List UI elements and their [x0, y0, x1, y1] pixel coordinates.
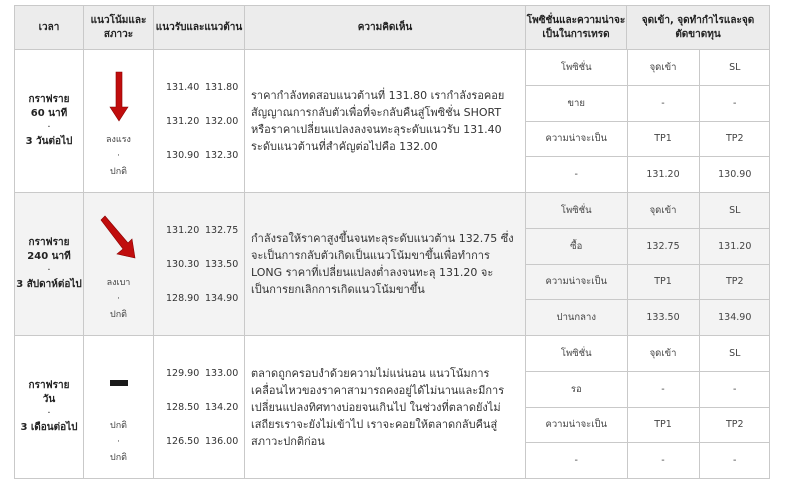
- position-value: ซื้อ: [526, 228, 627, 264]
- position-value: -: [627, 443, 699, 478]
- position-row: [526, 228, 770, 264]
- position-value: ความน่าจะเป็น: [526, 264, 627, 300]
- resistance-level: 133.00: [205, 367, 239, 379]
- position-value: จุดเข้า: [627, 50, 699, 85]
- position-value: -: [699, 85, 770, 121]
- position-value: 130.90: [718, 169, 752, 181]
- level-pair: [166, 70, 244, 104]
- position-row: [526, 157, 770, 192]
- header-levels: แนวรับและแนวต้าน: [154, 6, 245, 50]
- position-value: SL: [699, 50, 770, 85]
- header-entry: จุดเข้า, จุดทำกำไรและจุดตัดขาดทุน: [627, 6, 770, 50]
- position-row: [526, 50, 770, 85]
- position-grid: [526, 336, 770, 478]
- timeframe-label-b: 60 นาที: [30, 108, 68, 119]
- position-cell: [526, 336, 770, 479]
- position-row: [526, 336, 770, 371]
- trend-arrow-holder: [84, 348, 153, 418]
- timeframe-horizon: 3 เดือนต่อไป: [20, 422, 78, 433]
- position-value: จุดเข้า: [627, 336, 699, 371]
- timeframe-label-a: กราฟราย: [28, 380, 70, 391]
- comment-cell: กำลังรอให้ราคาสูงขึ้นจนทะลุระดับแนวต้าน 132.75 ซึ่งจะเป็นการกลับตัวเกิดเป็นแนวโน้มขาขึ้นเพื่อทำการ LONG ราคาที่เปลี่ยนแปลงต่ำลงจนทะลุ 131.20 จะเป็นการยกเลิกการเกิดแนวโน้มขาขึ้น: [245, 193, 526, 336]
- position-value: -: [526, 157, 627, 192]
- level-pair: [166, 213, 244, 247]
- trend-arrow-holder: [84, 205, 153, 275]
- level-pair: [166, 247, 244, 281]
- position-grid: [526, 50, 770, 192]
- position-row: [526, 300, 770, 335]
- signal-table-wrapper: [14, 5, 769, 479]
- down-arrow-icon: [97, 71, 141, 123]
- header-position: โพซิชั่นและความน่าจะเป็นในการเทรด: [526, 6, 627, 50]
- trend-strength: ปกติ: [109, 421, 127, 431]
- position-value: โพซิชั่น: [526, 50, 627, 85]
- position-row: [526, 371, 770, 407]
- position-value: 131.20: [699, 228, 770, 264]
- resistance-level: 134.20: [205, 401, 239, 413]
- timeframe-cell: [15, 336, 84, 479]
- position-value: TP1: [627, 264, 699, 300]
- position-row: [526, 443, 770, 478]
- timeframe-dot: ·: [47, 408, 51, 419]
- position-grid: [526, 193, 770, 335]
- position-value: 131.20: [627, 157, 699, 192]
- support-level: 128.50: [166, 401, 200, 413]
- resistance-level: 136.00: [205, 435, 239, 447]
- trend-cell: [84, 193, 154, 336]
- position-cell: [526, 50, 770, 193]
- support-level: 126.50: [166, 435, 200, 447]
- level-pair: [166, 356, 244, 390]
- table-row: [15, 193, 770, 336]
- trend-strength: ลงแรง: [106, 135, 131, 145]
- position-value: TP1: [627, 407, 699, 443]
- support-level: 131.40: [166, 81, 200, 93]
- header-comment: ความคิดเห็น: [245, 6, 526, 50]
- timeframe-label-b: วัน: [42, 394, 56, 405]
- position-value: 133.50: [627, 300, 699, 335]
- position-value: TP1: [627, 121, 699, 157]
- position-value: -: [733, 455, 737, 467]
- resistance-level: 134.90: [205, 292, 239, 304]
- header-time: เวลา: [15, 6, 84, 50]
- support-level: 130.90: [166, 149, 200, 161]
- level-pair: [166, 138, 244, 172]
- header-trend: แนวโน้มและสภาวะ: [84, 6, 154, 50]
- position-value: 132.75: [627, 228, 699, 264]
- support-level: 131.20: [166, 115, 200, 127]
- trend-dot: ·: [117, 437, 120, 447]
- comment-cell: ตลาดถูกครอบงำด้วยความไม่แน่นอน แนวโน้มการเคลื่อนไหวของราคาสามารถคงอยู่ได้ไม่นานและมีการเปลี่ยนแปลงทิศทางบ่อยจนเกินไป ในช่วงที่ตลาดยังไม่เสถียรเราจะยังไม่เข้าไป เราจะคอยให้ตลาดกลับคืนสู่สภาวะปกติก่อน: [245, 336, 526, 479]
- position-value: ความน่าจะเป็น: [526, 407, 627, 443]
- trend-condition: ปกติ: [109, 167, 127, 177]
- support-level: 128.90: [166, 292, 200, 304]
- position-row: [526, 85, 770, 121]
- timeframe-dot: ·: [47, 122, 51, 133]
- position-value: จุดเข้า: [627, 193, 699, 228]
- trend-dot: ·: [117, 151, 120, 161]
- timeframe-label-a: กราฟราย: [28, 94, 70, 105]
- trend-condition: ปกติ: [109, 310, 127, 320]
- trend-dot: ·: [117, 294, 120, 304]
- signal-table: [14, 5, 770, 479]
- position-value: -: [699, 371, 770, 407]
- support-level: 130.30: [166, 258, 200, 270]
- position-value: TP2: [699, 264, 770, 300]
- table-row: [15, 336, 770, 479]
- level-pair: [166, 390, 244, 424]
- timeframe-cell: [15, 50, 84, 193]
- support-level: 129.90: [166, 367, 200, 379]
- position-value: -: [526, 443, 627, 478]
- position-value: ปานกลาง: [526, 300, 627, 335]
- position-value: ความน่าจะเป็น: [526, 121, 627, 157]
- resistance-level: 131.80: [205, 81, 239, 93]
- position-value: โพซิชั่น: [526, 193, 627, 228]
- position-row: [526, 407, 770, 443]
- trend-cell: [84, 336, 154, 479]
- resistance-level: 132.75: [205, 224, 239, 236]
- levels-cell: [154, 193, 245, 336]
- position-row: [526, 121, 770, 157]
- position-row: [526, 264, 770, 300]
- timeframe-label-b: 240 นาที: [27, 251, 71, 262]
- flat-dash-icon: [110, 380, 128, 386]
- timeframe-label-a: กราฟราย: [28, 237, 70, 248]
- position-value: โพซิชั่น: [526, 336, 627, 371]
- position-row: [526, 193, 770, 228]
- position-value: TP2: [699, 121, 770, 157]
- timeframe-horizon: 3 วันต่อไป: [25, 136, 73, 147]
- level-pair: [166, 281, 244, 315]
- resistance-level: 133.50: [205, 258, 239, 270]
- comment-cell: ราคากำลังทดสอบแนวต้านที่ 131.80 เรากำลังรอคอยสัญญาณการกลับตัวเพื่อที่จะกลับคืนสู่โพซิชั่น SHORT หรือราคาเปลี่ยนแปลงลงจนทะลุระดับแนวรับ 131.40 ระดับแนวต้านที่สำคัญต่อไปคือ 132.00: [245, 50, 526, 193]
- support-level: 131.20: [166, 224, 200, 236]
- trend-cell: [84, 50, 154, 193]
- position-value: 134.90: [718, 312, 752, 324]
- position-value: TP2: [699, 407, 770, 443]
- down-right-arrow-icon: [97, 214, 141, 266]
- position-value: -: [627, 371, 699, 407]
- timeframe-cell: [15, 193, 84, 336]
- position-value: SL: [699, 193, 770, 228]
- timeframe-dot: ·: [47, 265, 51, 276]
- timeframe-horizon: 3 สัปดาห์ต่อไป: [16, 279, 82, 290]
- level-pair: [166, 104, 244, 138]
- position-value: SL: [699, 336, 770, 371]
- position-cell: [526, 193, 770, 336]
- resistance-level: 132.30: [205, 149, 239, 161]
- resistance-level: 132.00: [205, 115, 239, 127]
- trend-arrow-holder: [84, 62, 153, 132]
- position-value: -: [627, 85, 699, 121]
- level-pair: [166, 424, 244, 458]
- position-value: ขาย: [526, 85, 627, 121]
- levels-cell: [154, 50, 245, 193]
- trend-condition: ปกติ: [109, 453, 127, 463]
- levels-cell: [154, 336, 245, 479]
- header-row: [15, 6, 770, 50]
- trend-strength: ลงเบา: [106, 278, 131, 288]
- position-value: รอ: [526, 371, 627, 407]
- table-row: [15, 50, 770, 193]
